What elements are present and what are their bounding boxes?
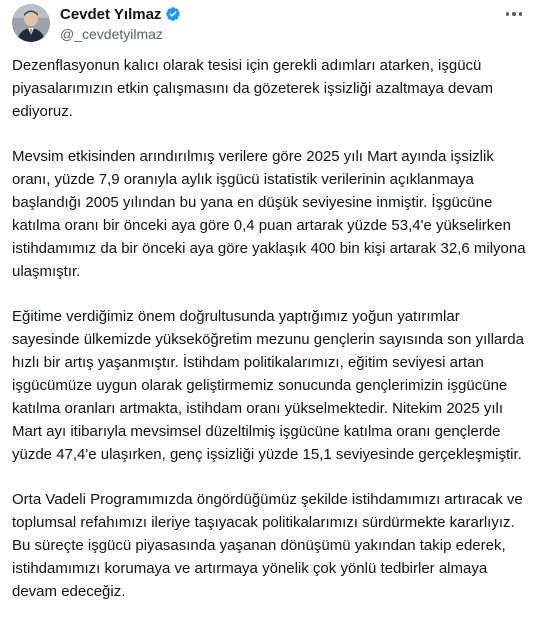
tweet-text — [12, 54, 527, 625]
name-row — [60, 4, 181, 24]
tweet-paragraph-3: Eğitime verdiğimiz önem doğrultusunda yaptığımız yoğun yatırımlar sayesinde ülkemizde yükseköğretim mezunu gençlerin sayısında son yıllarda hızlı bir artış yaşanmıştır. İstihdam politikalarımızı, eğitim seviyesi artan işgücümüze uygun olarak geliştirmemiz sonucunda gençlerimizin işgücüne katılma oranları artmakta, istihdam oranı yükselmektedir. Nitekim 2025 yılı Mart ayı itibarıyla mevsimsel düzeltilmiş işgücüne katılma oranı gençlerde yüzde 47,4'e ulaşırken, genç işsizliği yüzde 15,1 seviyesinde gerçekleşmiştir. — [12, 308, 524, 463]
avatar[interactable] — [12, 4, 50, 42]
more-options-icon[interactable] — [501, 4, 527, 24]
verified-badge-icon — [165, 6, 181, 22]
tweet-header — [12, 0, 527, 48]
author-name[interactable]: Cevdet Yılmaz — [60, 5, 162, 23]
tweet-paragraph-2: Mevsim etkisinden arındırılmış verilere göre 2025 yılı Mart ayında işsizlik oranı, yüzde 7,9 oranıyla aylık işgücü istatistik verilerinin açıklanmaya başlandığı 2005 yılından bu yana en düşük seviyesine inmiştir. İşgücüne katılma oranı bir önceki aya göre 0,4 puan artarak yüzde 53,4'e yükselirken istihdamımız da bir önceki aya göre yaklaşık 400 bin kişi artarak 32,6 milyona ulaşmıştır. — [12, 148, 526, 280]
tweet-paragraph-1: Dezenflasyonun kalıcı olarak tesisi için gerekli adımları atarken, işgücü piyasalarımızın etkin çalışmasını da gözeterek işsizliği azaltmaya devam ediyoruz. — [12, 57, 494, 120]
author-handle[interactable]: @_cevdetyilmaz — [60, 26, 163, 42]
tweet-paragraph-4: Orta Vadeli Programımızda öngördüğümüz şekilde istihdamımızı artıracak ve toplumsal refahımızı ileriye taşıyacak politikalarımızı sürdürmekte kararlıyız. Bu süreçte işgücü piyasasında yaşanan dönüşümü yakından takip ederek, istihdamımızı korumaya ve artırmaya yönelik çok yönlü tedbirler almaya devam edeceğiz. — [12, 491, 523, 600]
author-block — [60, 4, 181, 42]
